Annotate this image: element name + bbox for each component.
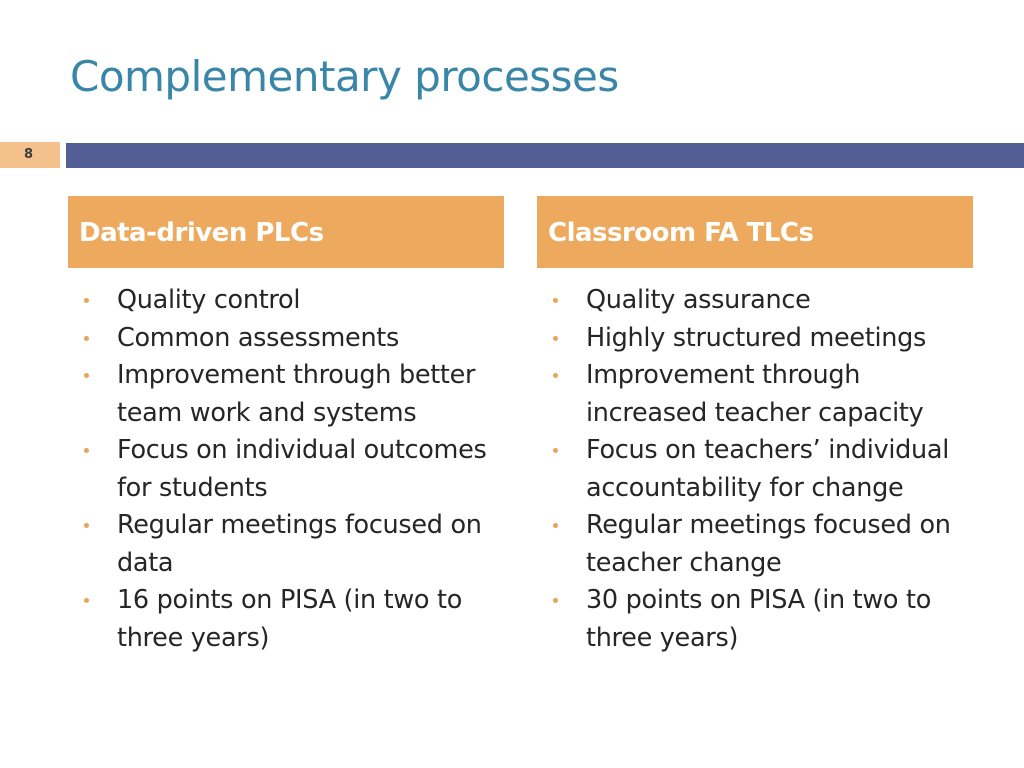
bullet-icon	[553, 523, 558, 528]
list-item	[68, 282, 504, 320]
bullet-icon	[84, 448, 89, 453]
list-item	[68, 357, 504, 432]
list-item	[537, 432, 973, 507]
list-item-text: Highly structured meetings	[586, 322, 927, 353]
list-item-text: 30 points on PISA (in two to three years)	[586, 585, 932, 653]
list-item-text: Quality control	[117, 285, 301, 315]
bullet-icon	[84, 598, 89, 603]
bullet-list	[68, 282, 504, 657]
list-item	[537, 357, 973, 432]
bullet-icon	[553, 598, 558, 603]
list-item	[68, 432, 504, 507]
column-header: Data-driven PLCs	[68, 196, 504, 268]
bullet-icon	[84, 298, 89, 303]
bullet-icon	[84, 373, 89, 378]
list-item-text: Focus on teachers’ individual accountability for change	[586, 435, 950, 503]
page-number: 8	[0, 142, 60, 168]
bullet-icon	[553, 336, 558, 341]
column-classroom-fa-tlcs	[537, 196, 973, 657]
list-item-text: Improvement through increased teacher capacity	[586, 360, 924, 428]
list-item-text: Focus on individual outcomes for students	[117, 435, 487, 503]
accent-bar	[66, 143, 1024, 168]
list-item	[537, 320, 973, 358]
list-item-text: Common assessments	[117, 322, 399, 353]
list-item-text: Regular meetings focused on teacher change	[586, 510, 951, 578]
list-item-text: Quality assurance	[586, 285, 811, 315]
list-item	[537, 582, 973, 657]
bullet-list	[537, 282, 973, 657]
bullet-icon	[84, 336, 89, 341]
list-item-text: 16 points on PISA (in two to three years)	[117, 585, 463, 653]
slide-title: Complementary processes	[70, 52, 619, 101]
list-item-text: Regular meetings focused on data	[117, 510, 482, 578]
bullet-icon	[553, 448, 558, 453]
list-item	[68, 320, 504, 358]
column-data-driven-plcs	[68, 196, 504, 657]
bullet-icon	[553, 298, 558, 303]
column-header: Classroom FA TLCs	[537, 196, 973, 268]
list-item	[68, 582, 504, 657]
bullet-icon	[84, 523, 89, 528]
list-item	[537, 507, 973, 582]
list-item-text: Improvement through better team work and systems	[117, 360, 476, 428]
list-item	[537, 282, 973, 320]
list-item	[68, 507, 504, 582]
bullet-icon	[553, 373, 558, 378]
